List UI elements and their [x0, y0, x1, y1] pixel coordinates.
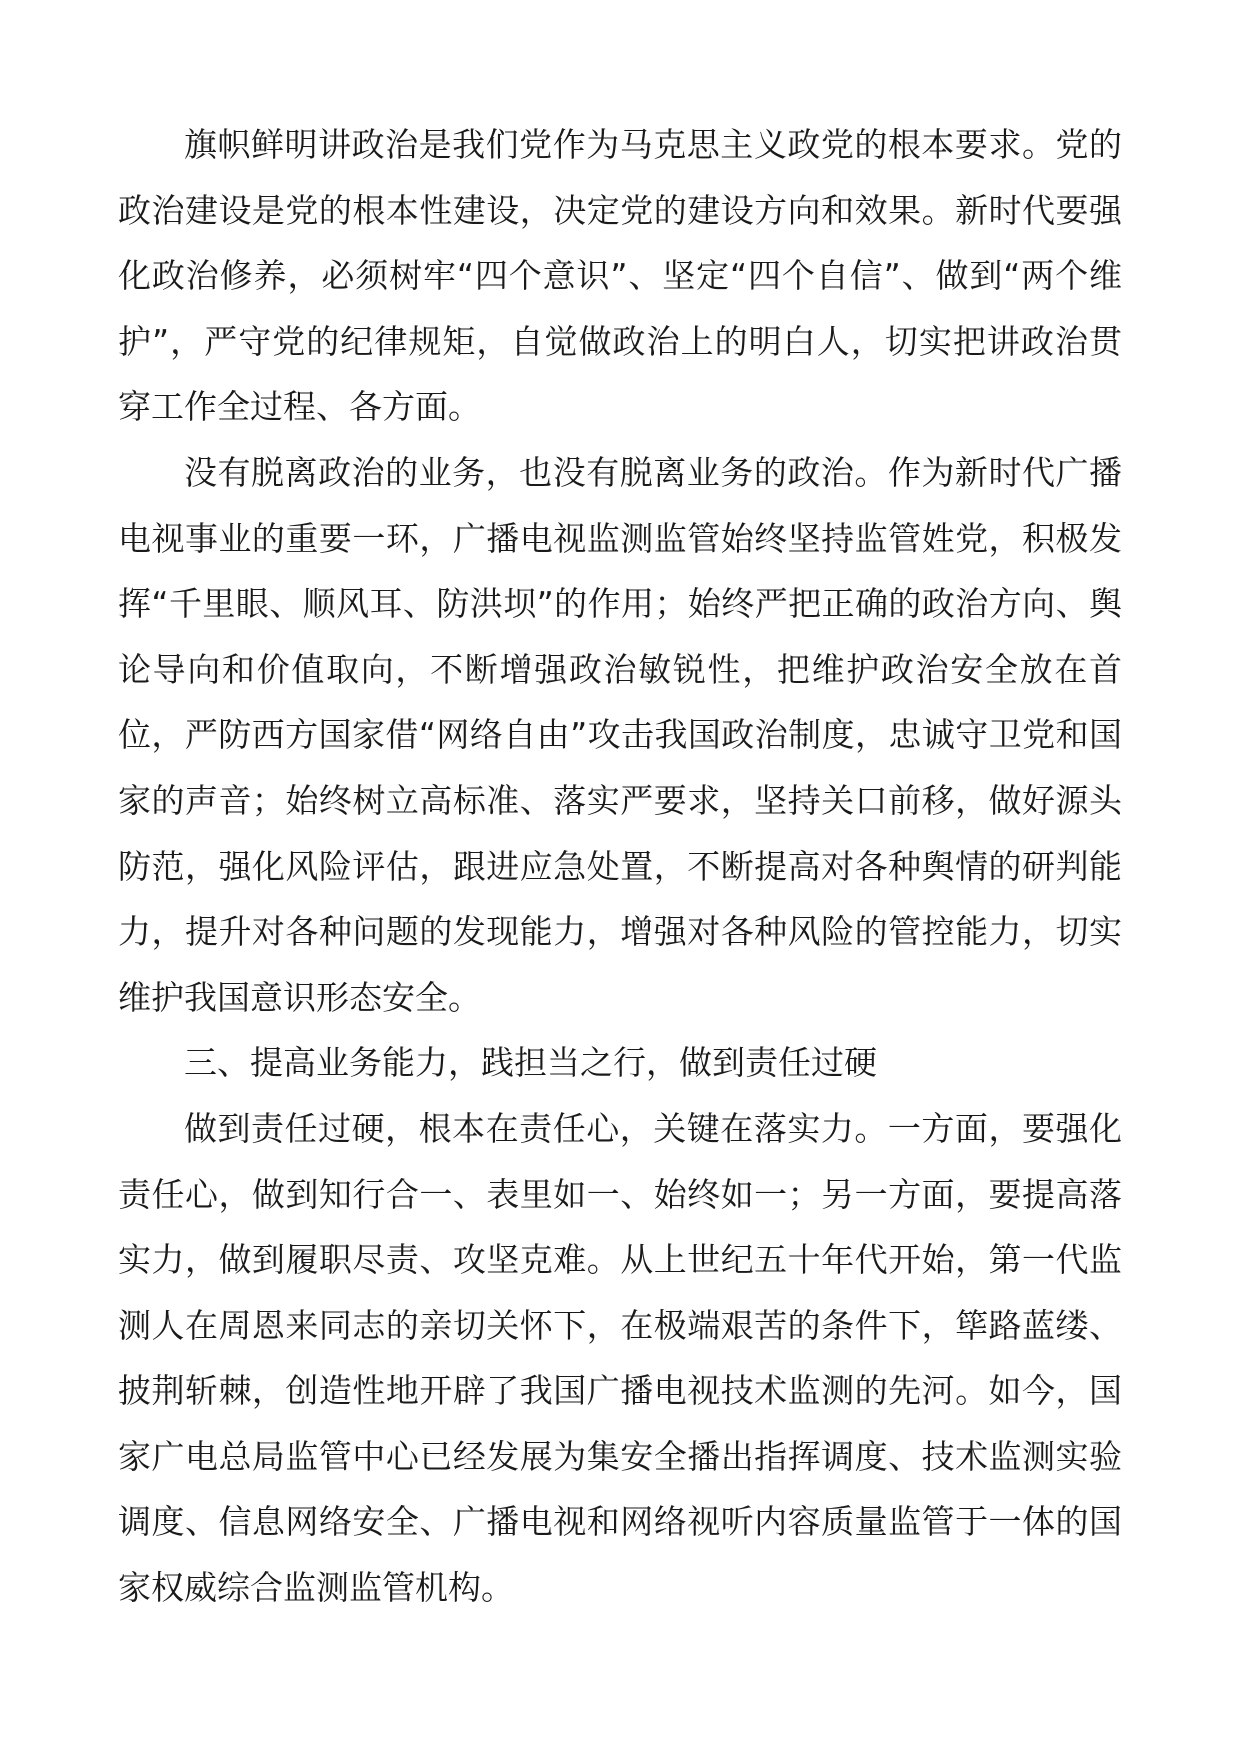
paragraph-business-and-politics: 没有脱离政治的业务，也没有脱离业务的政治。作为新时代广播电视事业的重要一环，广播电视监测监管始终坚持监管姓党，积极发挥“千里眼、顺风耳、防洪坝”的作用；始终严把正确的政治方向、舆论导向和价值取向，不断增强政治敏锐性，把维护政治安全放在首位，严防西方国家借“网络自由”攻击我国政治制度，忠诚守卫党和国家的声音；始终树立高标准、落实严要求，坚持关口前移，做好源头防范，强化风险评估，跟进应急处置，不断提高对各种舆情的研判能力，提升对各种问题的发现能力，增强对各种风险的管控能力，切实维护我国意识形态安全。: [118, 452, 1122, 1017]
paragraph-responsibility: 做到责任过硬，根本在责任心，关键在落实力。一方面，要强化责任心，做到知行合一、表里如一、始终如一；另一方面，要提高落实力，做到履职尽责、攻坚克难。从上世纪五十年代开始，第一代监测人在周恩来同志的亲切关怀下，在极端艰苦的条件下，筚路蓝缕、披荆斩棘，创造性地开辟了我国广播电视技术监测的先河。如今，国家广电总局监管中心已经发展为集安全播出指挥调度、技术监测实验调度、信息网络安全、广播电视和网络视听内容质量监管于一体的国家权威综合监测监管机构。: [118, 1108, 1122, 1608]
paragraph-political-building: 旗帜鲜明讲政治是我们党作为马克思主义政党的根本要求。党的政治建设是党的根本性建设，决定党的建设方向和效果。新时代要强化政治修养，必须树牢“四个意识”、坚定“四个自信”、做到“两个维护”，严守党的纪律规矩，自觉做政治上的明白人，切实把讲政治贯穿工作全过程、各方面。: [118, 125, 1122, 427]
section-heading-three: 三、提高业务能力，践担当之行，做到责任过硬: [184, 1043, 877, 1083]
document-body: [118, 112, 1122, 1621]
